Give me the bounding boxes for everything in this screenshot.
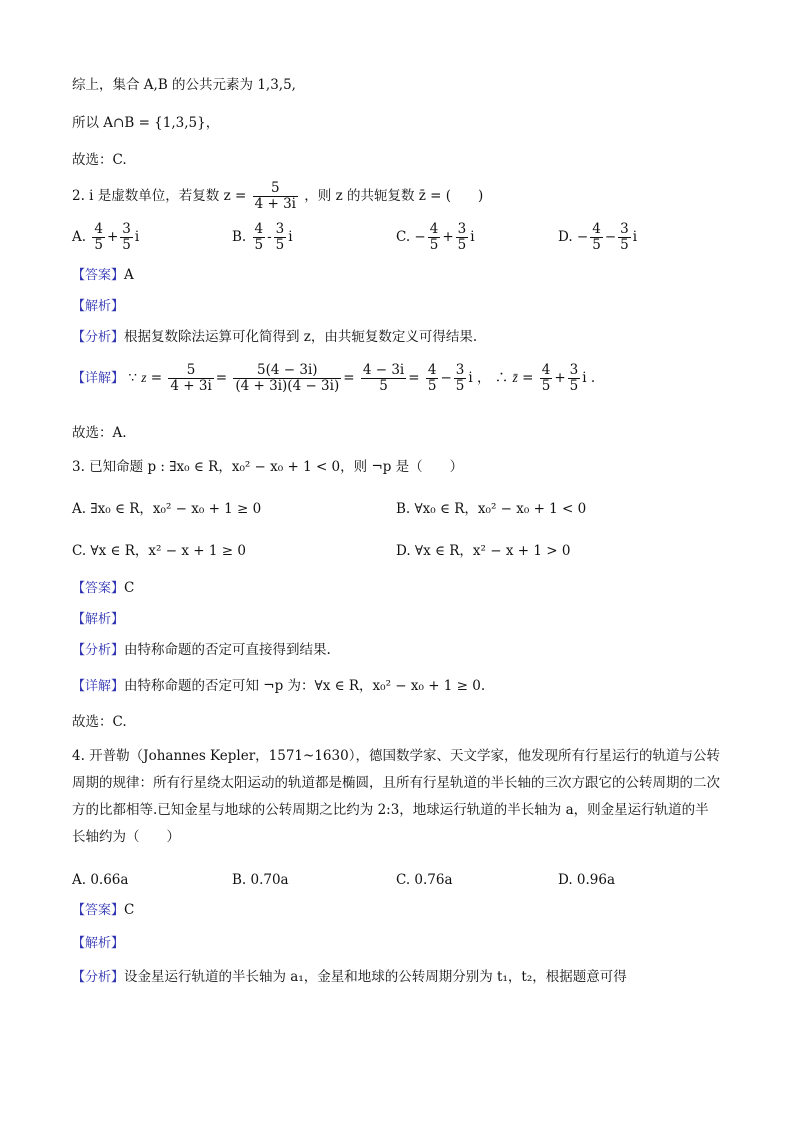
q2-fenxi: 【分析】根据复数除法运算可化简得到 z，由共轭复数定义可得结果. <box>72 329 478 345</box>
choose-line-3: 故选：C. <box>72 714 127 730</box>
q2-option-c: C. − $\frac{4}{5}$ + $\frac{3}{5}$ i <box>396 221 475 253</box>
q3-answer: 【答案】C <box>72 580 135 596</box>
q3-analysis-label: 【解析】 <box>72 612 125 627</box>
q4-option-b: B. 0.70a <box>232 872 289 888</box>
summary-line: 综上，集合 A,B 的公共元素为 1,3,5, <box>72 77 296 93</box>
conclusion-line: 所以 A∩B = {1,3,5}， <box>72 115 220 131</box>
q4-option-c: C. 0.76a <box>396 872 453 888</box>
q3-option-b: B. ∀x₀ ∈ R，x₀² − x₀ + 1 < 0 <box>396 501 587 517</box>
q3-fenxi: 【分析】由特称命题的否定可直接得到结果. <box>72 642 331 658</box>
q4-answer: 【答案】C <box>72 902 135 918</box>
q3-option-d: D. ∀x ∈ R，x² − x + 1 > 0 <box>396 543 571 559</box>
q2-analysis-label: 【解析】 <box>72 299 125 314</box>
choose-line-2: 故选：A. <box>72 425 127 441</box>
q3-option-a: A. ∃x₀ ∈ R，x₀² − x₀ + 1 ≥ 0 <box>72 501 262 517</box>
q4-stem: 4. 开普勒（Johannes Kepler，1571~1630），德国数学家、天文学家，他发现所有行星运行的轨道与公转周期的规律：所有行星绕太阳运动的轨道都是椭圆，且所有行星轨道的半长轴的三次方跟它的公转周期的二次方的比都相等.已知金星与地球的公转周期之比约为 2:3，地球运行轨道的半长轴为 a，则金星运行轨道的半长轴约为（ ） <box>72 748 720 845</box>
q3-option-c: C. ∀x ∈ R，x² − x + 1 ≥ 0 <box>72 543 246 559</box>
q4-option-a: A. 0.66a <box>72 872 129 888</box>
q2-option-a: A. $\frac{4}{5}$ + $\frac{3}{5}$ i <box>72 221 140 253</box>
q4-fenxi: 【分析】设金星运行轨道的半长轴为 a₁，金星和地球的公转周期分别为 t₁，t₂，根据题意可得 <box>72 969 627 985</box>
q2-xiangjie: 【详解】 ∵ z = $\frac{5}{4 + 3i}$ = $\frac{5(4 - 3i)}{(4 + 3i)(4 - 3i)}$ = $\frac{4 - 3i}{5}$ = $\frac{4}{5}$ − $\frac{3}{5}$ i ， ∴ z̄ = $\frac{4}{5}$ + $\frac{3}{5}$ i . <box>72 362 596 394</box>
q4-analysis-label: 【解析】 <box>72 936 125 951</box>
q2-frac-num: 5 <box>253 181 298 197</box>
q3-stem: 3. 已知命题 p : ∃x₀ ∈ R，x₀² − x₀ + 1 < 0，则 ¬p 是（ ） <box>72 459 464 475</box>
q4-option-d: D. 0.96a <box>558 872 616 888</box>
q2-stem <box>72 180 483 212</box>
q2-fraction <box>253 181 298 212</box>
q2-suffix: ，则 z 的共轭复数 z̄ = ( ) <box>304 188 484 204</box>
q2-option-b: B. $\frac{4}{5}$ - $\frac{3}{5}$ i <box>232 221 293 253</box>
choose-line-1: 故选：C. <box>72 152 127 168</box>
q3-xiangjie: 【详解】由特称命题的否定可知 ¬p 为：∀x ∈ R，x₀² − x₀ + 1 ≥ 0. <box>72 678 486 694</box>
q2-answer: 【答案】A <box>72 267 134 283</box>
q2-frac-den: 4 + 3i <box>254 196 296 212</box>
q2-prefix: 2. i 是虚数单位，若复数 z = <box>72 188 247 204</box>
q2-option-d: D. − $\frac{4}{5}$ − $\frac{3}{5}$ i <box>558 221 638 253</box>
